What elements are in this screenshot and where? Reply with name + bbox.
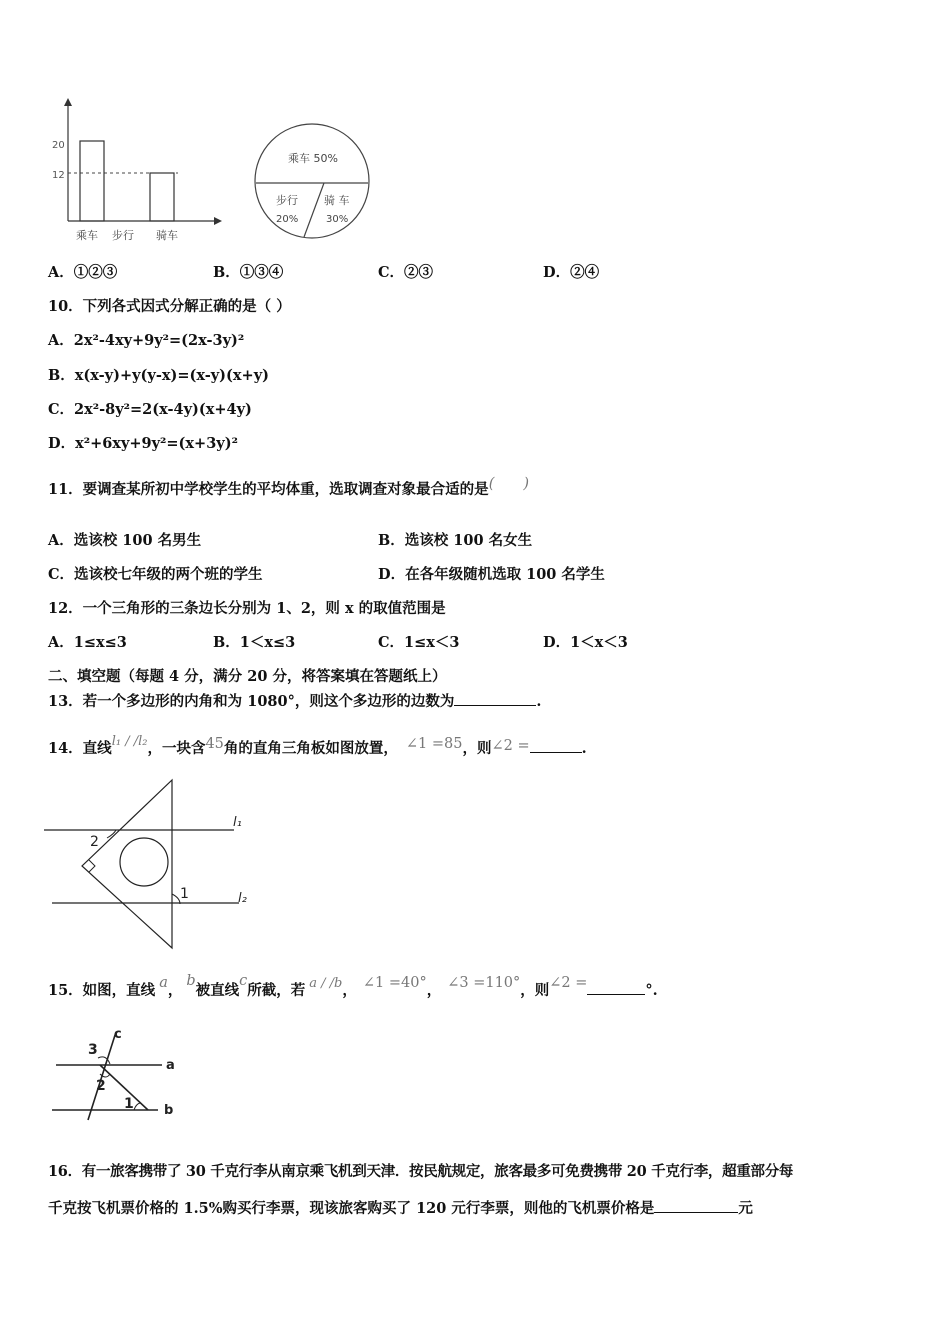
q15-t1: 15．如图，直线	[48, 982, 156, 999]
q12-stem: 12．一个三角形的三条边长分别为 1、2，则 x 的取值范围是	[48, 600, 446, 617]
q15-m1: a / /b	[309, 976, 343, 991]
q15-mc: c	[239, 973, 248, 989]
q13-stem: 13．若一个多边形的内角和为 1080°，则这个多边形的边数为	[48, 693, 455, 710]
q14-m3: ∠1 =85	[405, 736, 463, 752]
angle-1-label: 1	[180, 886, 189, 902]
q14-t4: ，则	[462, 740, 492, 757]
q11-option-b: B．选该校 100 名女生	[378, 532, 533, 549]
q10-option-d: D．x²+6xy+9y²=(x+3y)²	[48, 435, 238, 452]
bar-qiche	[150, 173, 174, 221]
q15-t2: 被直线	[195, 982, 240, 999]
q14-text	[48, 734, 587, 758]
q10-stem: 10．下列各式因式分解正确的是（ ）	[48, 298, 291, 315]
q16-end: 元	[738, 1200, 753, 1217]
fig-label-2: 2	[96, 1078, 106, 1094]
fig-label-b: b	[164, 1103, 174, 1118]
q15-answer-blank[interactable]	[587, 980, 645, 995]
q14-t2: ，一块含	[147, 740, 206, 757]
q15-m3: ∠3 =110°	[447, 975, 521, 991]
q14-end: .	[581, 740, 587, 757]
q12-option-c: C．1≤x＜3	[378, 634, 460, 651]
pie-value-buxing: 20%	[276, 214, 299, 225]
q11-stem-text: 11．要调查某所初中学校学生的平均体重，选取调查对象最合适的是	[48, 481, 489, 498]
q14-t3: 角的直角三角板如图放置，	[223, 740, 398, 757]
q13-end: .	[536, 693, 542, 710]
ruler-hole	[120, 838, 168, 886]
bar-chart	[48, 96, 238, 246]
q9-option-c: C．②③	[378, 264, 434, 281]
q11-paren: ( )	[488, 476, 530, 492]
q15-m4: ∠2 =	[549, 975, 588, 991]
q11-option-c: C．选该校七年级的两个班的学生	[48, 566, 263, 583]
q12-option-b: B．1＜x≤3	[213, 634, 296, 651]
q15-t3: 所截，若	[247, 982, 306, 999]
x-label-chengche: 乘车	[76, 229, 98, 242]
pie-label-qiche: 骑 车	[324, 194, 350, 207]
pie-label-buxing: 步行	[276, 194, 298, 207]
bar-chengche	[80, 141, 104, 221]
q15-m2: ∠1 =40°	[362, 975, 427, 991]
triangle-ruler	[82, 780, 172, 948]
fig-label-1: 1	[124, 1096, 134, 1112]
x-label-qiche: 骑车	[156, 229, 178, 242]
q14-m2: 45	[205, 736, 224, 752]
q10-option-b: B．x(x-y)+y(y-x)=(x-y)(x+y)	[48, 367, 269, 384]
q14-t1: 14．直线	[48, 740, 112, 757]
section2-heading: 二、填空题（每题 4 分，满分 20 分，将答案填在答题纸上）	[48, 668, 447, 685]
q15-c3: ，	[426, 982, 442, 999]
fig-label-a: a	[166, 1058, 175, 1073]
q15-c2: ，	[342, 982, 357, 999]
pie-value-qiche: 30%	[326, 214, 349, 225]
q15-ma: a	[159, 975, 168, 991]
q10-option-a: A．2x²-4xy+9y²=(2x-3y)²	[48, 332, 245, 349]
q16-line2	[48, 1197, 753, 1218]
angle-2-label: 2	[90, 834, 99, 850]
q15-figure	[48, 1024, 188, 1122]
pie-chart	[252, 120, 372, 242]
x-label-buxing: 步行	[112, 229, 134, 242]
q15-mb: b	[186, 973, 196, 989]
y-tick-12: 12	[52, 170, 65, 181]
q11-option-d: D．在各年级随机选取 100 名学生	[378, 566, 605, 583]
q9-option-d: D．②④	[543, 264, 600, 281]
q11-stem	[48, 478, 529, 499]
q15-c1: ，	[167, 982, 183, 999]
q13-text	[48, 690, 541, 711]
y-tick-20: 20	[52, 140, 65, 151]
fig-label-c: c	[114, 1027, 122, 1042]
q13-answer-blank[interactable]	[454, 691, 536, 706]
q15-text	[48, 973, 658, 1000]
q12-option-a: A．1≤x≤3	[48, 634, 127, 651]
q9-option-a: A．①②③	[48, 264, 118, 281]
q15-t4: ，则	[520, 982, 550, 999]
q16-line1: 16．有一旅客携带了 30 千克行李从南京乘飞机到天津．按民航规定，旅客最多可免费携带 20 千克行李，超重部分每	[48, 1163, 794, 1180]
pie-label-chengche: 乘车 50%	[288, 152, 338, 165]
q14-answer-blank[interactable]	[530, 738, 582, 753]
q14-figure	[44, 778, 264, 953]
q14-m1: l₁ / /l₂	[111, 734, 148, 749]
q12-option-d: D．1＜x＜3	[543, 634, 628, 651]
q10-option-c: C．2x²-8y²=2(x-4y)(x+4y)	[48, 401, 252, 418]
q9-option-b: B．①③④	[213, 264, 284, 281]
q14-m4: ∠2 =	[491, 738, 530, 754]
l1-label: l₁	[233, 815, 242, 830]
fig-label-3: 3	[88, 1042, 98, 1058]
q16-answer-blank[interactable]	[654, 1198, 738, 1213]
l2-label: l₂	[238, 891, 247, 906]
q11-option-a: A．选该校 100 名男生	[48, 532, 202, 549]
q15-end: °.	[645, 982, 658, 999]
q16-line2-text: 千克按飞机票价格的 1.5%购买行李票，现该旅客购买了 120 元行李票，则他的飞机票价格是	[48, 1200, 655, 1217]
